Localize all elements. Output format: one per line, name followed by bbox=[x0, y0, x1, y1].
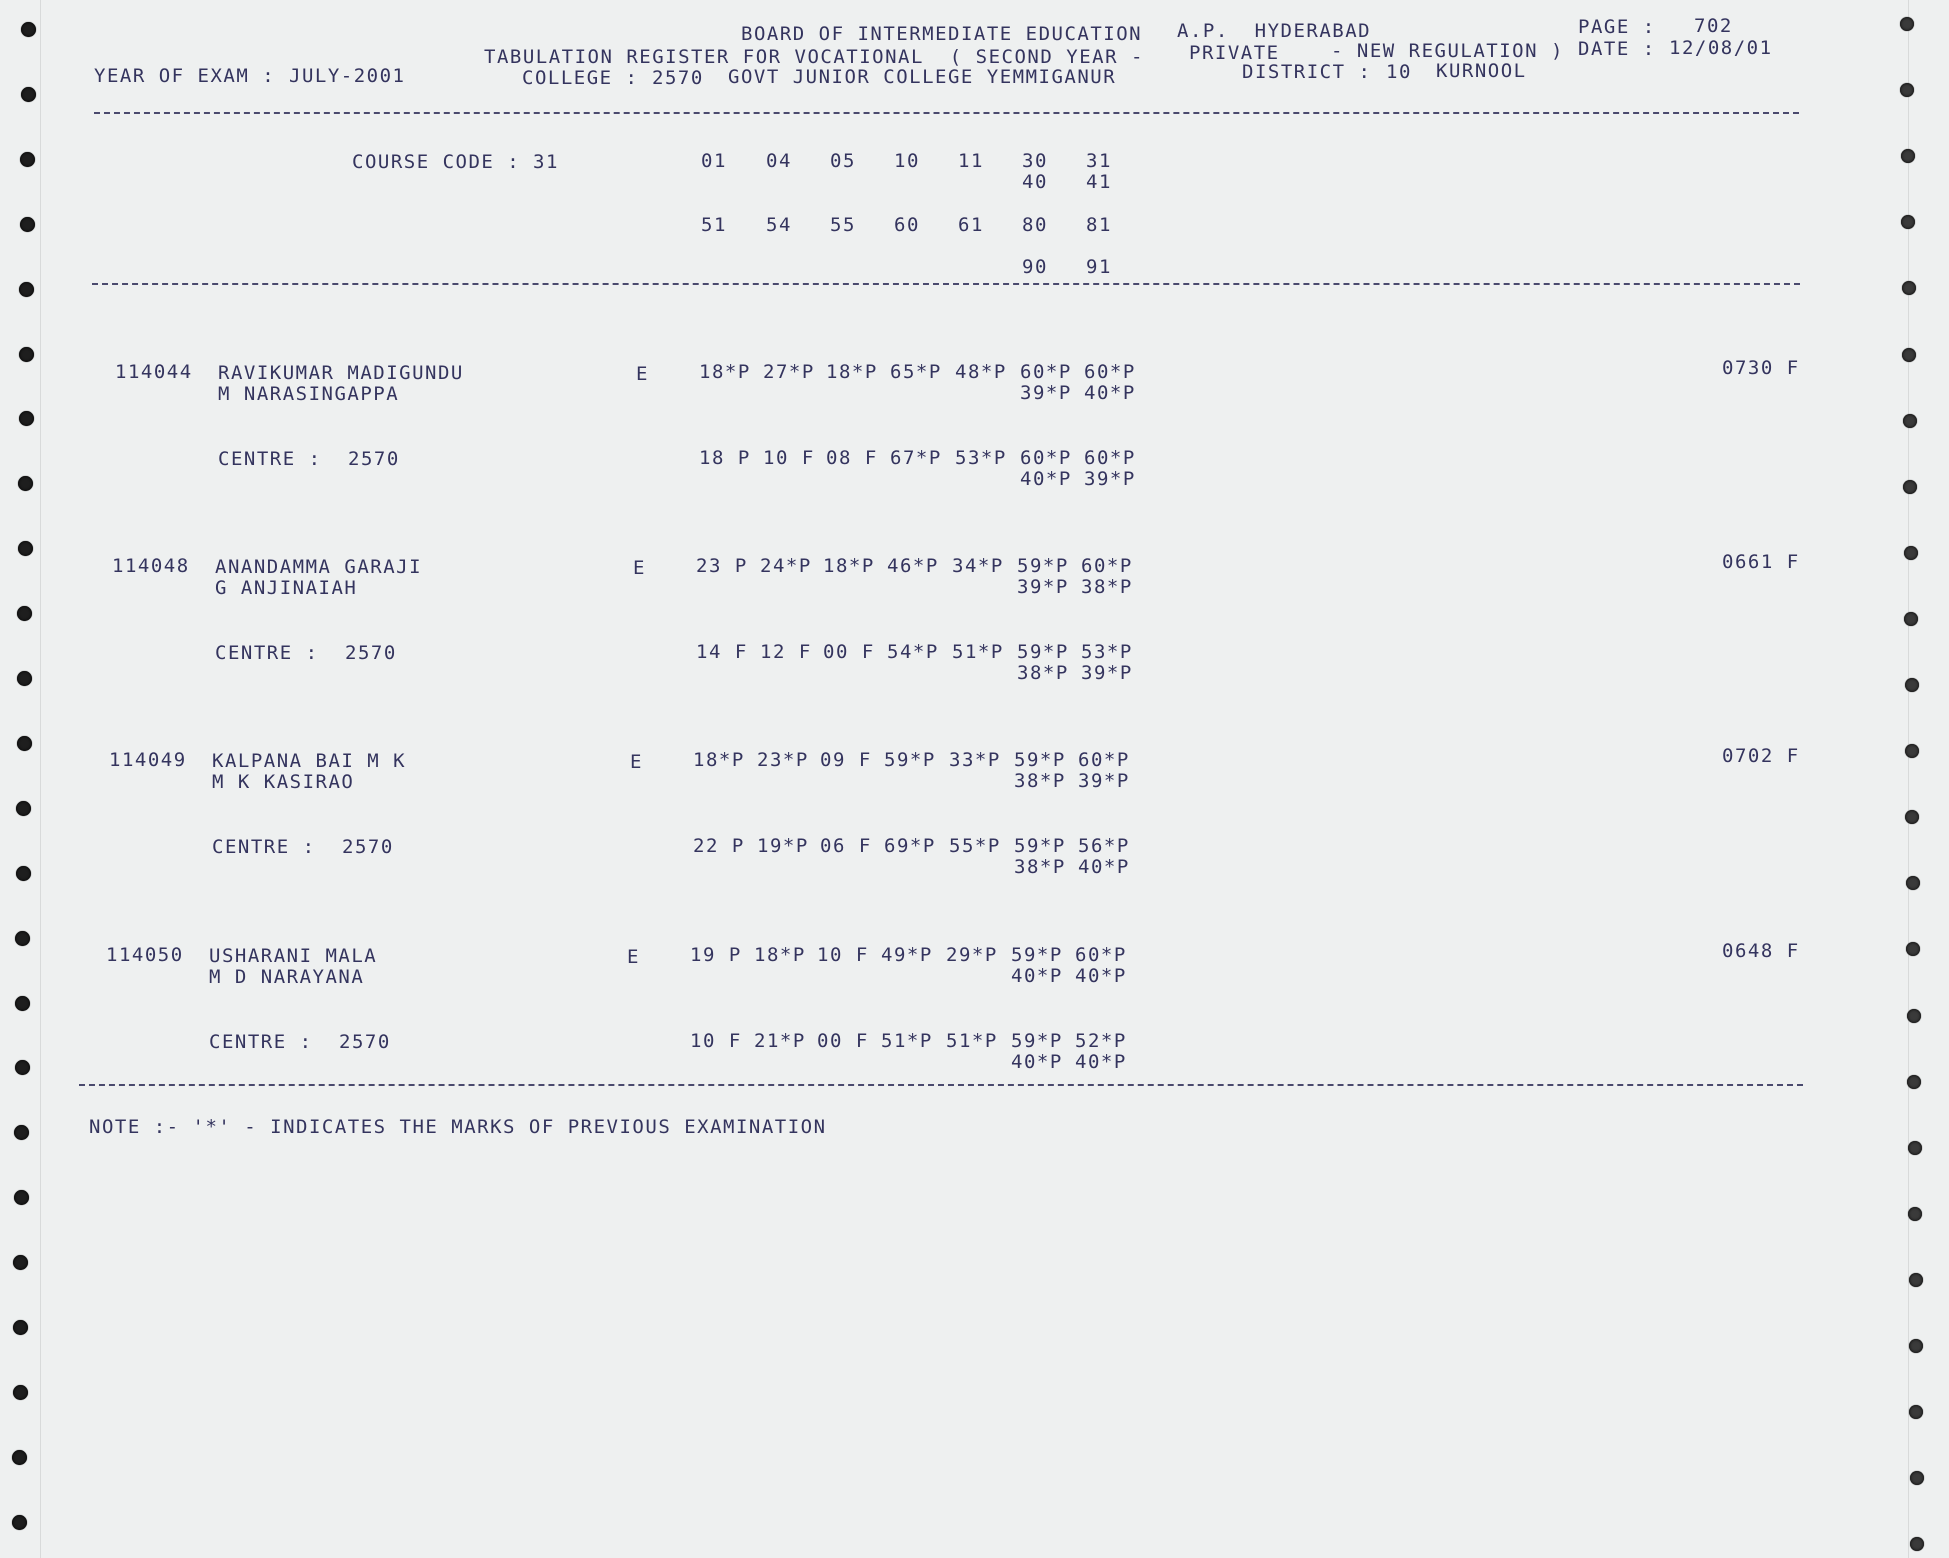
parent-name: M NARASINGAPPA bbox=[218, 383, 400, 405]
subject-mark: 38*P bbox=[1014, 856, 1066, 878]
page-label: PAGE : bbox=[1578, 16, 1656, 38]
subject-mark: 46*P bbox=[887, 555, 939, 577]
subject-mark: 23*P bbox=[757, 749, 809, 771]
regulation: - NEW REGULATION ) bbox=[1331, 40, 1564, 62]
total-result: 0661 F bbox=[1722, 551, 1800, 573]
subject-mark: 38*P bbox=[1017, 662, 1069, 684]
subject-code: 11 bbox=[958, 150, 984, 172]
parent-name: M K KASIRAO bbox=[212, 771, 355, 793]
subject-code: 01 bbox=[701, 150, 727, 172]
feed-hole bbox=[1901, 215, 1915, 229]
district-code: 10 bbox=[1386, 61, 1412, 83]
subject-mark: 18*P bbox=[823, 555, 875, 577]
medium: E bbox=[636, 363, 649, 385]
subject-mark: 23 P bbox=[696, 555, 748, 577]
feed-hole bbox=[12, 1515, 27, 1530]
parent-name: M D NARAYANA bbox=[209, 966, 365, 988]
subject-mark: 55*P bbox=[949, 835, 1001, 857]
subject-mark: 39*P bbox=[1020, 382, 1072, 404]
subject-code: 30 bbox=[1022, 150, 1048, 172]
subject-code: 55 bbox=[830, 214, 856, 236]
medium: E bbox=[630, 751, 643, 773]
subject-mark: 12 F bbox=[760, 641, 812, 663]
feed-hole bbox=[13, 1385, 28, 1400]
feed-hole bbox=[15, 931, 30, 946]
subject-code: 81 bbox=[1086, 214, 1112, 236]
subject-mark: 09 F bbox=[820, 749, 872, 771]
subject-mark: 24*P bbox=[760, 555, 812, 577]
subject-mark: 33*P bbox=[949, 749, 1001, 771]
subject-mark: 18*P bbox=[826, 361, 878, 383]
feed-hole bbox=[1901, 149, 1915, 163]
subject-code: 31 bbox=[1086, 150, 1112, 172]
feed-hole bbox=[1910, 1471, 1924, 1485]
subject-mark: 52*P bbox=[1075, 1030, 1127, 1052]
feed-hole bbox=[1909, 1339, 1923, 1353]
subject-mark: 60*P bbox=[1078, 749, 1130, 771]
subject-mark: 65*P bbox=[890, 361, 942, 383]
centre-code: 2570 bbox=[339, 1031, 391, 1053]
feed-hole bbox=[13, 1320, 28, 1335]
feed-hole bbox=[1904, 612, 1918, 626]
centre-label: CENTRE : bbox=[212, 836, 316, 858]
subject-mark: 39*P bbox=[1081, 662, 1133, 684]
roll-number: 114050 bbox=[106, 944, 184, 966]
subject-mark: 40*P bbox=[1011, 1051, 1063, 1073]
subject-mark: 19 P bbox=[690, 944, 742, 966]
feed-hole bbox=[17, 606, 32, 621]
subject-code: 10 bbox=[894, 150, 920, 172]
feed-hole bbox=[20, 217, 35, 232]
subject-mark: 14 F bbox=[696, 641, 748, 663]
feed-hole bbox=[21, 22, 36, 37]
subject-mark: 18*P bbox=[754, 944, 806, 966]
subject-code: 90 bbox=[1022, 256, 1048, 278]
feed-hole bbox=[1905, 744, 1919, 758]
roll-number: 114049 bbox=[109, 749, 187, 771]
subject-code: 91 bbox=[1086, 256, 1112, 278]
feed-hole bbox=[14, 1125, 29, 1140]
feed-hole bbox=[17, 671, 32, 686]
district-name: KURNOOL bbox=[1436, 60, 1527, 82]
subject-mark: 51*P bbox=[881, 1030, 933, 1052]
college-name: GOVT JUNIOR COLLEGE YEMMIGANUR bbox=[728, 66, 1117, 88]
exam-category: PRIVATE bbox=[1189, 42, 1280, 64]
student-name: ANANDAMMA GARAJI bbox=[215, 556, 423, 578]
feed-hole bbox=[1900, 17, 1914, 31]
total-result: 0730 F bbox=[1722, 357, 1800, 379]
feed-hole bbox=[1902, 348, 1916, 362]
subject-mark: 69*P bbox=[884, 835, 936, 857]
subject-mark: 49*P bbox=[881, 944, 933, 966]
page-number: 702 bbox=[1694, 15, 1733, 37]
subject-mark: 06 F bbox=[820, 835, 872, 857]
course-code-label: COURSE CODE : bbox=[352, 151, 521, 173]
student-name: RAVIKUMAR MADIGUNDU bbox=[218, 362, 464, 384]
subject-mark: 51*P bbox=[946, 1030, 998, 1052]
total-result: 0648 F bbox=[1722, 940, 1800, 962]
subject-code: 51 bbox=[701, 214, 727, 236]
subject-mark: 59*P bbox=[1011, 1030, 1063, 1052]
subject-mark: 10 F bbox=[817, 944, 869, 966]
subject-mark: 34*P bbox=[952, 555, 1004, 577]
subject-mark: 51*P bbox=[952, 641, 1004, 663]
feed-hole bbox=[1905, 810, 1919, 824]
subject-mark: 59*P bbox=[1017, 555, 1069, 577]
feed-hole bbox=[14, 1190, 29, 1205]
subject-mark: 40*P bbox=[1020, 468, 1072, 490]
subject-mark: 59*P bbox=[884, 749, 936, 771]
subject-mark: 60*P bbox=[1084, 447, 1136, 469]
course-rule bbox=[92, 283, 1800, 285]
feed-hole bbox=[1908, 1141, 1922, 1155]
feed-hole bbox=[15, 996, 30, 1011]
feed-hole bbox=[12, 1450, 27, 1465]
subject-mark: 29*P bbox=[946, 944, 998, 966]
subject-mark: 39*P bbox=[1017, 576, 1069, 598]
board-location: A.P. HYDERABAD bbox=[1177, 20, 1372, 42]
subject-mark: 18*P bbox=[693, 749, 745, 771]
feed-hole bbox=[19, 347, 34, 362]
subject-mark: 10 F bbox=[690, 1030, 742, 1052]
subject-code: 61 bbox=[958, 214, 984, 236]
feed-hole bbox=[17, 736, 32, 751]
subject-mark: 40*P bbox=[1011, 965, 1063, 987]
student-name: USHARANI MALA bbox=[209, 945, 378, 967]
subject-mark: 60*P bbox=[1020, 447, 1072, 469]
subject-mark: 27*P bbox=[763, 361, 815, 383]
subject-mark: 60*P bbox=[1020, 361, 1072, 383]
feed-hole bbox=[1908, 1207, 1922, 1221]
header-rule bbox=[94, 112, 1799, 114]
centre-code: 2570 bbox=[345, 642, 397, 664]
subject-code: 04 bbox=[766, 150, 792, 172]
subject-mark: 60*P bbox=[1084, 361, 1136, 383]
subject-mark: 19*P bbox=[757, 835, 809, 857]
parent-name: G ANJINAIAH bbox=[215, 577, 358, 599]
subject-mark: 40*P bbox=[1084, 382, 1136, 404]
feed-hole bbox=[1904, 546, 1918, 560]
feed-hole bbox=[1903, 414, 1917, 428]
centre-code: 2570 bbox=[348, 448, 400, 470]
college-label: COLLEGE : bbox=[522, 67, 639, 89]
subject-code: 41 bbox=[1086, 171, 1112, 193]
centre-label: CENTRE : bbox=[215, 642, 319, 664]
subject-code: 05 bbox=[830, 150, 856, 172]
subject-mark: 59*P bbox=[1014, 749, 1066, 771]
feed-hole bbox=[1906, 942, 1920, 956]
subject-mark: 00 F bbox=[817, 1030, 869, 1052]
subject-mark: 38*P bbox=[1081, 576, 1133, 598]
year-label: YEAR OF EXAM : bbox=[94, 65, 276, 87]
medium: E bbox=[627, 946, 640, 968]
subject-mark: 38*P bbox=[1014, 770, 1066, 792]
subject-mark: 39*P bbox=[1084, 468, 1136, 490]
subject-mark: 22 P bbox=[693, 835, 745, 857]
subject-mark: 60*P bbox=[1075, 944, 1127, 966]
right-tractor-edge bbox=[1908, 0, 1909, 1558]
student-name: KALPANA BAI M K bbox=[212, 750, 407, 772]
feed-hole bbox=[1902, 281, 1916, 295]
feed-hole bbox=[1905, 678, 1919, 692]
district-label: DISTRICT : bbox=[1242, 61, 1372, 83]
footnote: NOTE :- '*' - INDICATES THE MARKS OF PREVIOUS EXAMINATION bbox=[89, 1116, 827, 1138]
board-title: BOARD OF INTERMEDIATE EDUCATION bbox=[741, 23, 1143, 45]
subject-code: 40 bbox=[1022, 171, 1048, 193]
feed-hole bbox=[1909, 1273, 1923, 1287]
feed-hole bbox=[1907, 1075, 1921, 1089]
feed-hole bbox=[18, 476, 33, 491]
subject-mark: 40*P bbox=[1078, 856, 1130, 878]
medium: E bbox=[633, 557, 646, 579]
date-label: DATE : bbox=[1578, 38, 1656, 60]
centre-label: CENTRE : bbox=[218, 448, 322, 470]
year-value: JULY-2001 bbox=[289, 65, 406, 87]
subject-mark: 40*P bbox=[1075, 1051, 1127, 1073]
subject-mark: 53*P bbox=[1081, 641, 1133, 663]
subject-mark: 59*P bbox=[1017, 641, 1069, 663]
subject-mark: 48*P bbox=[955, 361, 1007, 383]
subject-mark: 18*P bbox=[699, 361, 751, 383]
subject-mark: 53*P bbox=[955, 447, 1007, 469]
subject-mark: 40*P bbox=[1075, 965, 1127, 987]
feed-hole bbox=[1909, 1405, 1923, 1419]
left-tractor-edge bbox=[40, 0, 41, 1558]
roll-number: 114048 bbox=[112, 555, 190, 577]
subject-mark: 60*P bbox=[1081, 555, 1133, 577]
subject-mark: 56*P bbox=[1078, 835, 1130, 857]
subject-mark: 59*P bbox=[1011, 944, 1063, 966]
feed-hole bbox=[18, 541, 33, 556]
feed-hole bbox=[16, 801, 31, 816]
subject-code: 54 bbox=[766, 214, 792, 236]
subject-code: 60 bbox=[894, 214, 920, 236]
feed-hole bbox=[1903, 480, 1917, 494]
course-code-value: 31 bbox=[533, 151, 559, 173]
subject-mark: 67*P bbox=[890, 447, 942, 469]
centre-label: CENTRE : bbox=[209, 1031, 313, 1053]
subject-mark: 18 P bbox=[699, 447, 751, 469]
feed-hole bbox=[19, 282, 34, 297]
college-code: 2570 bbox=[652, 67, 704, 89]
feed-hole bbox=[1910, 1537, 1924, 1551]
subject-mark: 54*P bbox=[887, 641, 939, 663]
roll-number: 114044 bbox=[115, 361, 193, 383]
total-result: 0702 F bbox=[1722, 745, 1800, 767]
subject-mark: 10 F bbox=[763, 447, 815, 469]
register-title: TABULATION REGISTER FOR VOCATIONAL ( SECOND YEAR - bbox=[484, 46, 1144, 68]
feed-hole bbox=[1900, 83, 1914, 97]
subject-code: 80 bbox=[1022, 214, 1048, 236]
feed-hole bbox=[13, 1255, 28, 1270]
feed-hole bbox=[1907, 1009, 1921, 1023]
footer-rule bbox=[79, 1084, 1803, 1086]
feed-hole bbox=[15, 1060, 30, 1075]
subject-mark: 00 F bbox=[823, 641, 875, 663]
feed-hole bbox=[1906, 876, 1920, 890]
subject-mark: 59*P bbox=[1014, 835, 1066, 857]
subject-mark: 08 F bbox=[826, 447, 878, 469]
centre-code: 2570 bbox=[342, 836, 394, 858]
subject-mark: 21*P bbox=[754, 1030, 806, 1052]
feed-hole bbox=[16, 866, 31, 881]
feed-hole bbox=[19, 411, 34, 426]
feed-hole bbox=[21, 87, 36, 102]
feed-hole bbox=[20, 152, 35, 167]
subject-mark: 39*P bbox=[1078, 770, 1130, 792]
date-value: 12/08/01 bbox=[1669, 37, 1773, 59]
